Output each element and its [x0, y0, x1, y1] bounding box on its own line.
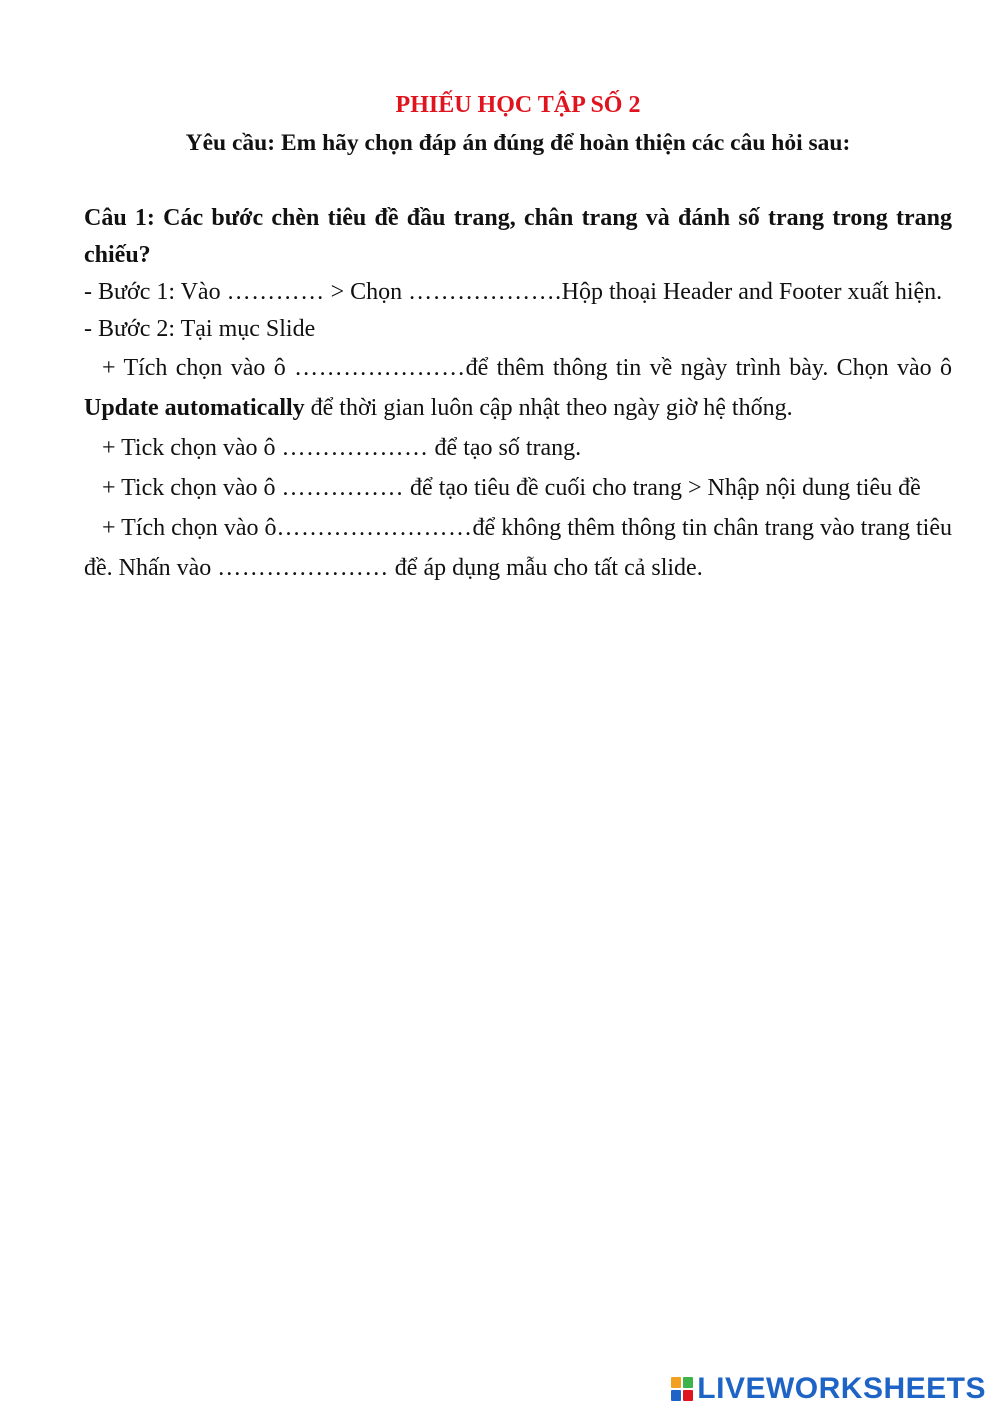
item-1-text-c: để thời gian luôn cập nhật theo ngày giờ hệ thống.	[304, 395, 793, 421]
blank-6[interactable]: ……………………	[276, 515, 473, 541]
blank-4[interactable]: ………………	[281, 435, 429, 461]
item-3-text-b: để tạo tiêu đề cuối cho trang > Nhập nội dung tiêu đề	[404, 475, 921, 501]
logo-square-2	[683, 1377, 693, 1388]
blank-3[interactable]: …………………	[294, 355, 466, 381]
item-3	[84, 468, 952, 508]
item-1-text-a: + Tích chọn vào ô	[102, 355, 295, 381]
item-3-text-a: + Tick chọn vào ô	[102, 475, 282, 501]
worksheet-page	[84, 86, 952, 588]
blank-5[interactable]: ……………	[281, 475, 405, 501]
logo-square-3	[671, 1390, 681, 1401]
worksheet-title: PHIẾU HỌC TẬP SỐ 2	[395, 92, 641, 118]
item-1-text-b: để thêm thông tin về ngày trình bày. Chọn vào ô	[465, 355, 953, 381]
item-2	[84, 428, 952, 468]
liveworksheets-logo	[671, 1372, 986, 1406]
step-1	[84, 274, 952, 311]
step-1-text-c: Hộp thoại Header and Footer xuất hiện.	[561, 279, 943, 305]
blank-2[interactable]: ……………….	[408, 279, 562, 305]
item-2-text-a: + Tick chọn vào ô	[102, 435, 282, 461]
item-4-text-a: + Tích chọn vào ô	[102, 515, 277, 541]
item-4-text-c: để áp dụng mẫu cho tất cả slide.	[388, 555, 703, 581]
instructions: Yêu cầu: Em hãy chọn đáp án đúng để hoàn thiện các câu hỏi sau:	[185, 130, 851, 156]
step-2: - Bước 2: Tại mục Slide	[84, 316, 316, 342]
logo-square-1	[671, 1377, 681, 1388]
item-1-bold: Update automatically	[84, 395, 305, 421]
logo-square-4	[683, 1390, 693, 1401]
item-4-text-b: để không thêm thông tin chân trang vào trang tiêu đề. Nhấn vào	[84, 515, 953, 581]
item-4	[84, 508, 952, 588]
logo-mark-icon	[671, 1377, 693, 1401]
logo-text: LIVEWORKSHEETS	[697, 1372, 986, 1405]
step-1-text-b: > Chọn	[324, 279, 409, 305]
blank-1[interactable]: …………	[226, 279, 325, 305]
blank-7[interactable]: …………………	[217, 555, 389, 581]
question-title: Câu 1: Các bước chèn tiêu đề đầu trang, chân trang và đánh số trang trong trang chiếu?	[84, 205, 952, 268]
step-1-text-a: - Bước 1: Vào	[84, 279, 227, 305]
item-2-text-b: để tạo số trang.	[428, 435, 582, 461]
item-1	[84, 348, 952, 428]
